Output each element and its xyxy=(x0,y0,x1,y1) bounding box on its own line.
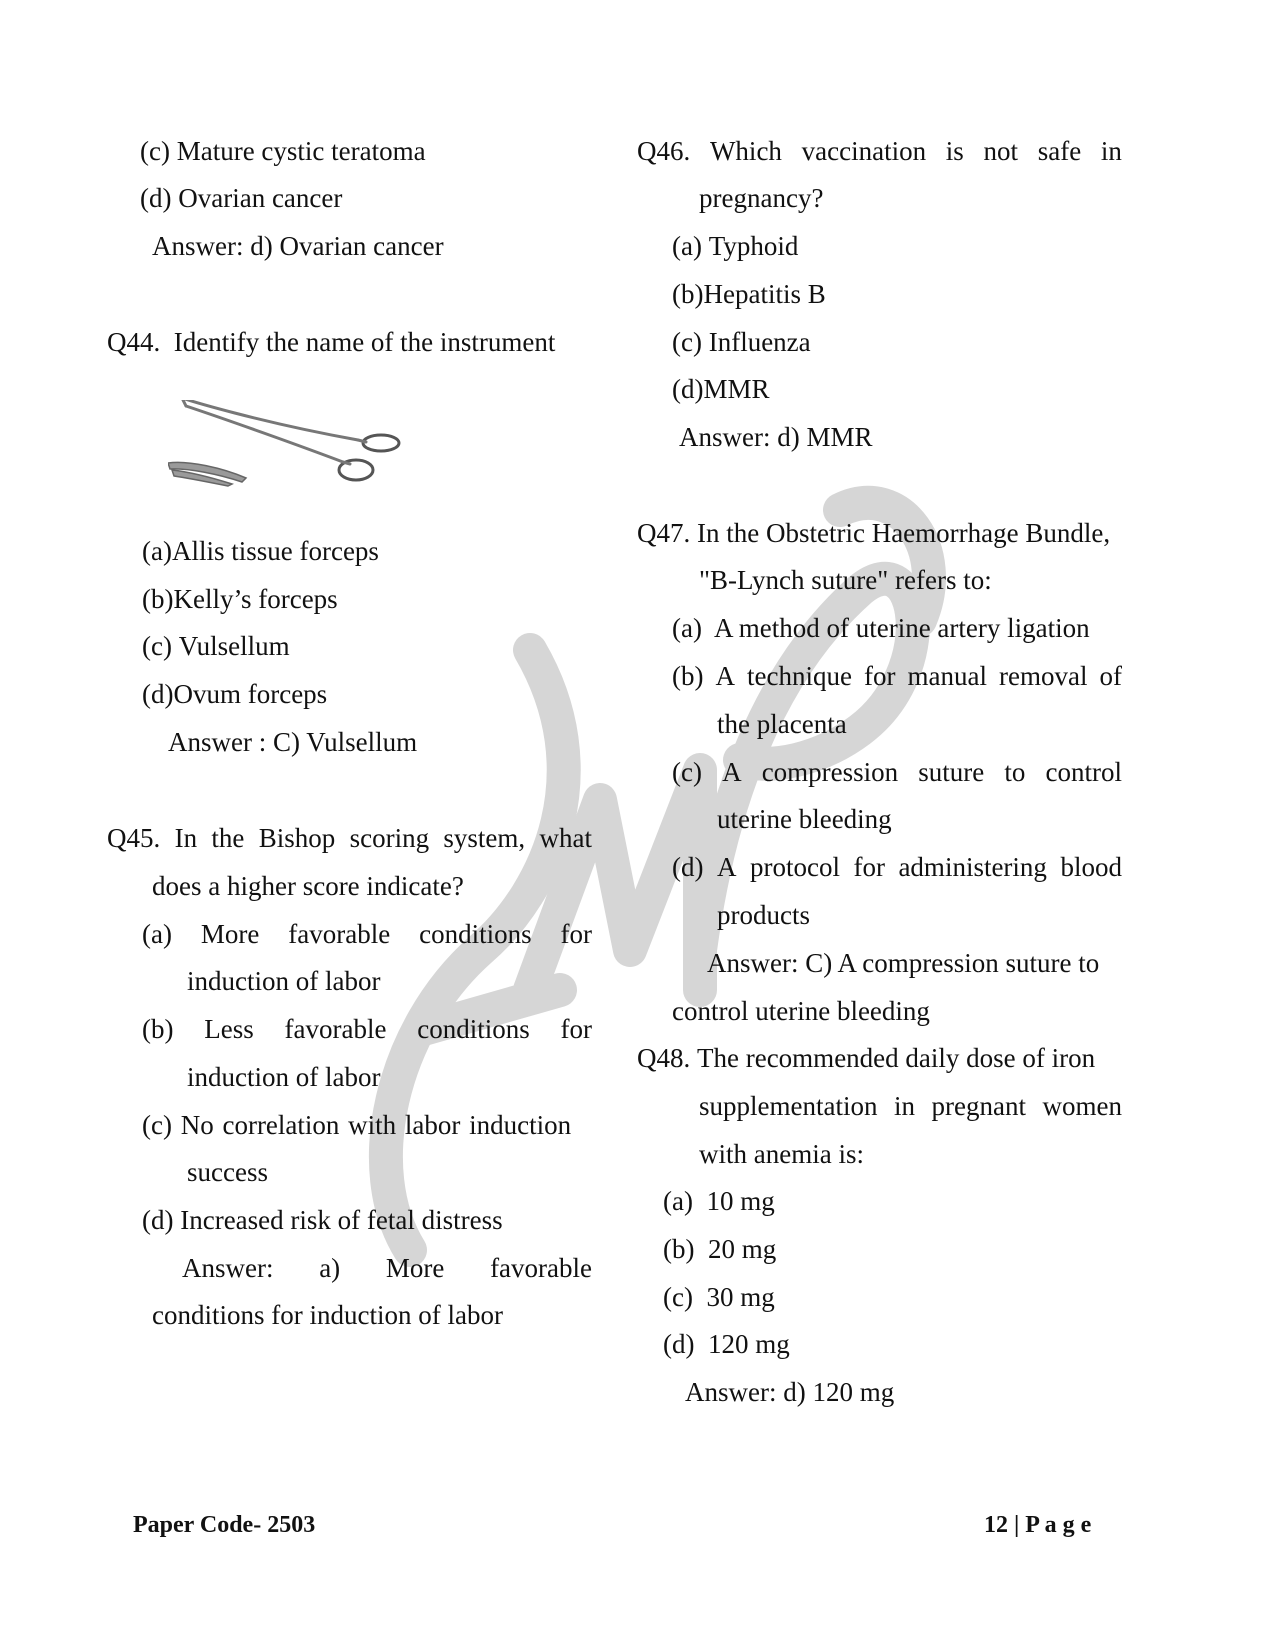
page-number: 12 | P a g e xyxy=(984,1512,1092,1538)
q44-option-a xyxy=(142,534,379,568)
option-tag: (b) xyxy=(142,1014,174,1044)
word: women xyxy=(1042,1091,1122,1121)
q46-option-d xyxy=(672,372,770,406)
word: A xyxy=(722,757,742,787)
word: A xyxy=(716,852,737,882)
word: Answer: xyxy=(182,1253,274,1283)
word: favorable xyxy=(490,1253,592,1283)
paper-code: Paper Code- 2503 xyxy=(133,1512,316,1538)
q46-option-c xyxy=(672,325,811,359)
word: system, xyxy=(443,823,526,853)
vulsellum-image xyxy=(168,400,418,510)
q45-option-c-cont: success xyxy=(187,1157,268,1187)
option-text: Hepatitis B xyxy=(703,279,826,309)
q46-answer: Answer: d) MMR xyxy=(679,422,873,452)
option-tag: (a) xyxy=(142,536,172,566)
word: the xyxy=(211,823,245,853)
q48-line3: with anemia is: xyxy=(699,1139,864,1169)
q47-option-b xyxy=(672,659,1122,693)
word: manual xyxy=(907,661,987,691)
word: A xyxy=(715,661,735,691)
word: to xyxy=(1004,757,1026,787)
option-tag: (a) xyxy=(672,231,702,261)
q44-answer: Answer : C) Vulsellum xyxy=(168,727,418,757)
word: favorable xyxy=(288,919,391,949)
q47-option-a: (a) A method of uterine artery ligation xyxy=(672,613,1090,643)
option-text: Influenza xyxy=(708,327,811,357)
option-tag: (a) xyxy=(142,919,172,949)
q45-answer xyxy=(182,1251,592,1285)
word: not xyxy=(983,136,1019,166)
q45-option-a-cont: induction of labor xyxy=(187,966,381,996)
word: removal xyxy=(999,661,1088,691)
word: conditions xyxy=(419,919,532,949)
option-text: Typhoid xyxy=(708,231,799,261)
option-tag: (c) xyxy=(672,757,702,787)
q47-text: In the Obstetric Haemorrhage Bundle, xyxy=(697,518,1111,548)
word: for xyxy=(560,1014,592,1044)
option-tag: (c) xyxy=(672,327,702,357)
q46-option-b xyxy=(672,277,826,311)
word: Bishop xyxy=(258,823,336,853)
word: of xyxy=(1099,661,1122,691)
q48-answer: Answer: d) 120 mg xyxy=(685,1377,895,1407)
q45-line1 xyxy=(107,821,592,855)
q45-option-d: (d) Increased risk of fetal distress xyxy=(142,1205,503,1235)
q48-option-d: (d) 120 mg xyxy=(663,1329,790,1359)
word: in xyxy=(893,1091,915,1121)
word: in xyxy=(1100,136,1122,166)
word: technique xyxy=(747,661,852,691)
word: suture xyxy=(918,757,985,787)
q48-number: Q48. xyxy=(637,1043,691,1073)
prev-answer: Answer: d) Ovarian cancer xyxy=(152,231,444,261)
option-tag: (d) xyxy=(142,679,174,709)
word: what xyxy=(539,823,592,853)
word: scoring xyxy=(349,823,430,853)
q48-option-b: (b) 20 mg xyxy=(663,1234,777,1264)
q44-number: Q44. xyxy=(107,327,161,357)
q45-option-b-cont: induction of labor xyxy=(187,1062,381,1092)
word: for xyxy=(853,852,885,882)
option-c-prev: (c) Mature cystic teratoma xyxy=(140,136,426,166)
q48-line2 xyxy=(699,1089,1122,1123)
q47-line2: "B-Lynch suture" refers to: xyxy=(699,565,992,595)
word: supplementation xyxy=(699,1091,878,1121)
word: pregnant xyxy=(931,1091,1026,1121)
option-text: Vulsellum xyxy=(178,631,290,661)
word: blood xyxy=(1060,852,1122,882)
word: control xyxy=(1045,757,1122,787)
word: vaccination xyxy=(801,136,927,166)
q46-line1 xyxy=(637,134,1122,168)
q46-option-a xyxy=(672,229,798,263)
q45-option-b xyxy=(142,1012,592,1046)
word: compression xyxy=(761,757,899,787)
q45-number: Q45. xyxy=(107,823,161,853)
q46-line2: pregnancy? xyxy=(699,183,824,213)
q47-option-d xyxy=(672,850,1122,884)
q44-text: Identify the name of the instrument xyxy=(173,327,556,357)
q45-line2: does a higher score indicate? xyxy=(152,871,464,901)
word: More xyxy=(200,919,260,949)
word: for xyxy=(560,919,592,949)
word: a) xyxy=(319,1253,341,1283)
option-tag: (d) xyxy=(672,374,704,404)
option-tag: (d) xyxy=(672,852,704,882)
q45-answer-cont: conditions for induction of labor xyxy=(152,1300,503,1330)
q44-option-d xyxy=(142,677,327,711)
q47-option-c-cont: uterine bleeding xyxy=(717,804,892,834)
option-text: MMR xyxy=(703,374,770,404)
q47-number: Q47. xyxy=(637,518,691,548)
q48-line1 xyxy=(637,1041,1095,1075)
option-tag: (b) xyxy=(672,661,704,691)
word: conditions xyxy=(417,1014,530,1044)
word: Less xyxy=(204,1014,254,1044)
option-text: Kelly’s forceps xyxy=(173,584,338,614)
q44-question xyxy=(107,325,555,359)
q44-option-b xyxy=(142,582,338,616)
q47-answer: Answer: C) A compression suture to xyxy=(707,948,1100,978)
q47-line1 xyxy=(637,516,1110,550)
option-d-prev: (d) Ovarian cancer xyxy=(140,183,343,213)
q47-option-b-cont: the placenta xyxy=(717,709,847,739)
option-text: Allis tissue forceps xyxy=(171,536,379,566)
word: Which xyxy=(709,136,782,166)
word: More xyxy=(385,1253,445,1283)
q45-option-a xyxy=(142,917,592,951)
word: protocol xyxy=(749,852,840,882)
q47-answer-cont: control uterine bleeding xyxy=(672,996,930,1026)
word: administering xyxy=(898,852,1047,882)
q48-option-a: (a) 10 mg xyxy=(663,1186,775,1216)
q44-option-c xyxy=(142,629,290,663)
option-tag: (b) xyxy=(142,584,174,614)
option-tag: (b) xyxy=(672,279,704,309)
word: favorable xyxy=(284,1014,387,1044)
word: is xyxy=(945,136,964,166)
word: In xyxy=(174,823,198,853)
word: for xyxy=(864,661,896,691)
q46-number: Q46. xyxy=(637,136,691,166)
q47-option-c xyxy=(672,755,1122,789)
q48-option-c: (c) 30 mg xyxy=(663,1282,775,1312)
option-text: Ovum forceps xyxy=(173,679,328,709)
option-tag: (c) xyxy=(142,631,172,661)
word: safe xyxy=(1037,136,1082,166)
q45-option-c: (c) No correlation with labor induction xyxy=(142,1110,572,1140)
q47-option-d-cont: products xyxy=(717,900,810,930)
q48-text: The recommended daily dose of iron xyxy=(697,1043,1096,1073)
